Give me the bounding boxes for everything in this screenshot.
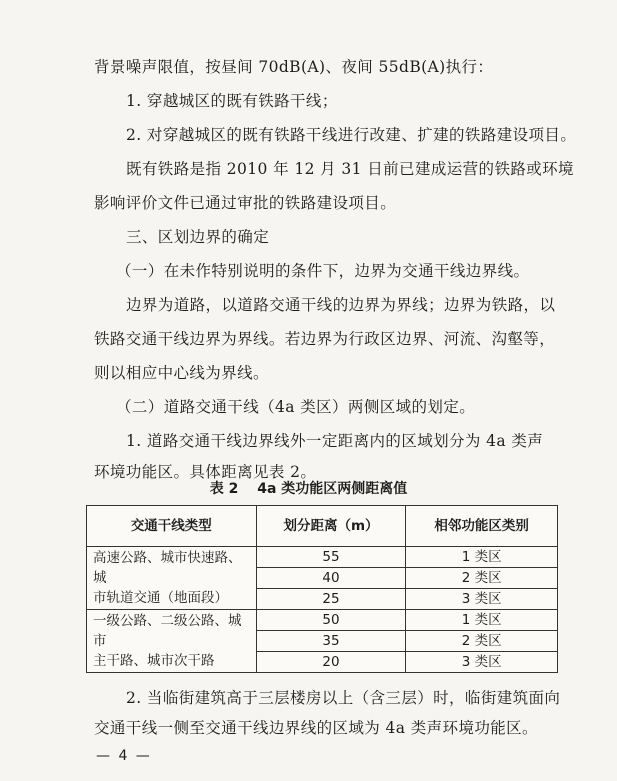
zone-cell: 2 类区: [406, 568, 558, 589]
distance-cell: 40: [256, 568, 406, 589]
zone-cell: 3 类区: [406, 652, 558, 673]
distance-cell: 55: [256, 547, 406, 568]
text-line-after-1: 2. 当临街建筑高于三层楼房以上（含三层）时，临街建筑面向: [126, 689, 561, 707]
table-header-row: [87, 506, 558, 547]
text-line-10: 则以相应中心线为界线。: [94, 364, 269, 382]
distance-cell: 35: [256, 631, 406, 652]
table-row: [87, 547, 558, 568]
header-zone: 相邻功能区类别: [406, 506, 558, 547]
text-line-5: 影响评价文件已通过审批的铁路建设项目。: [94, 194, 397, 212]
header-type: 交通干线类型: [87, 506, 257, 547]
zone-cell: 2 类区: [406, 631, 558, 652]
road-type-cell: [87, 610, 257, 673]
distance-table: [86, 505, 558, 673]
road-type-line: 主干路、城市次干路: [93, 653, 215, 669]
text-line-12: 1. 道路交通干线边界线外一定距离内的区域划分为 4a 类声: [126, 432, 544, 450]
text-line-1: 背景噪声限值，按昼间 70dB(A)、夜间 55dB(A)执行：: [94, 58, 494, 76]
text-line-3: 2. 对穿越城区的既有铁路干线进行改建、扩建的铁路建设项目。: [126, 126, 577, 144]
distance-cell: 50: [256, 610, 406, 631]
text-line-2: 1. 穿越城区的既有铁路干线；: [126, 92, 338, 110]
road-type-cell: [87, 547, 257, 610]
zone-cell: 1 类区: [406, 610, 558, 631]
text-line-after-2: 交通干线一侧至交通干线边界线的区域为 4a 类声环境功能区。: [94, 719, 538, 737]
zone-cell: 1 类区: [406, 547, 558, 568]
text-line-13: 环境功能区。具体距离见表 2。: [94, 463, 317, 481]
distance-cell: 25: [256, 589, 406, 610]
road-type-line: 市轨道交通（地面段）: [93, 590, 228, 606]
text-line-9: 铁路交通干线边界为界线。若边界为行政区边界、河流、沟壑等，: [94, 330, 556, 348]
zone-cell: 3 类区: [406, 589, 558, 610]
text-line-4: 既有铁路是指 2010 年 12 月 31 日前已建成运营的铁路或环境: [126, 160, 574, 178]
header-distance: 划分距离（m）: [256, 506, 406, 547]
text-line-7: （一）在未作特别说明的条件下，边界为交通干线边界线。: [116, 262, 530, 280]
section-heading: 三、区划边界的确定: [126, 228, 270, 246]
road-type-line: 一级公路、二级公路、城市: [93, 613, 242, 649]
road-type-line: 高速公路、城市快速路、城: [93, 550, 242, 586]
distance-cell: 20: [256, 652, 406, 673]
text-line-11: （二）道路交通干线（4a 类区）两侧区域的划定。: [116, 398, 476, 416]
text-line-8: 边界为道路，以道路交通干线的边界为界线；边界为铁路，以: [126, 296, 556, 314]
page-number: — 4 —: [96, 748, 152, 764]
table-caption: 表 2 4a 类功能区两侧距离值: [209, 481, 408, 497]
table-row: [87, 610, 558, 631]
